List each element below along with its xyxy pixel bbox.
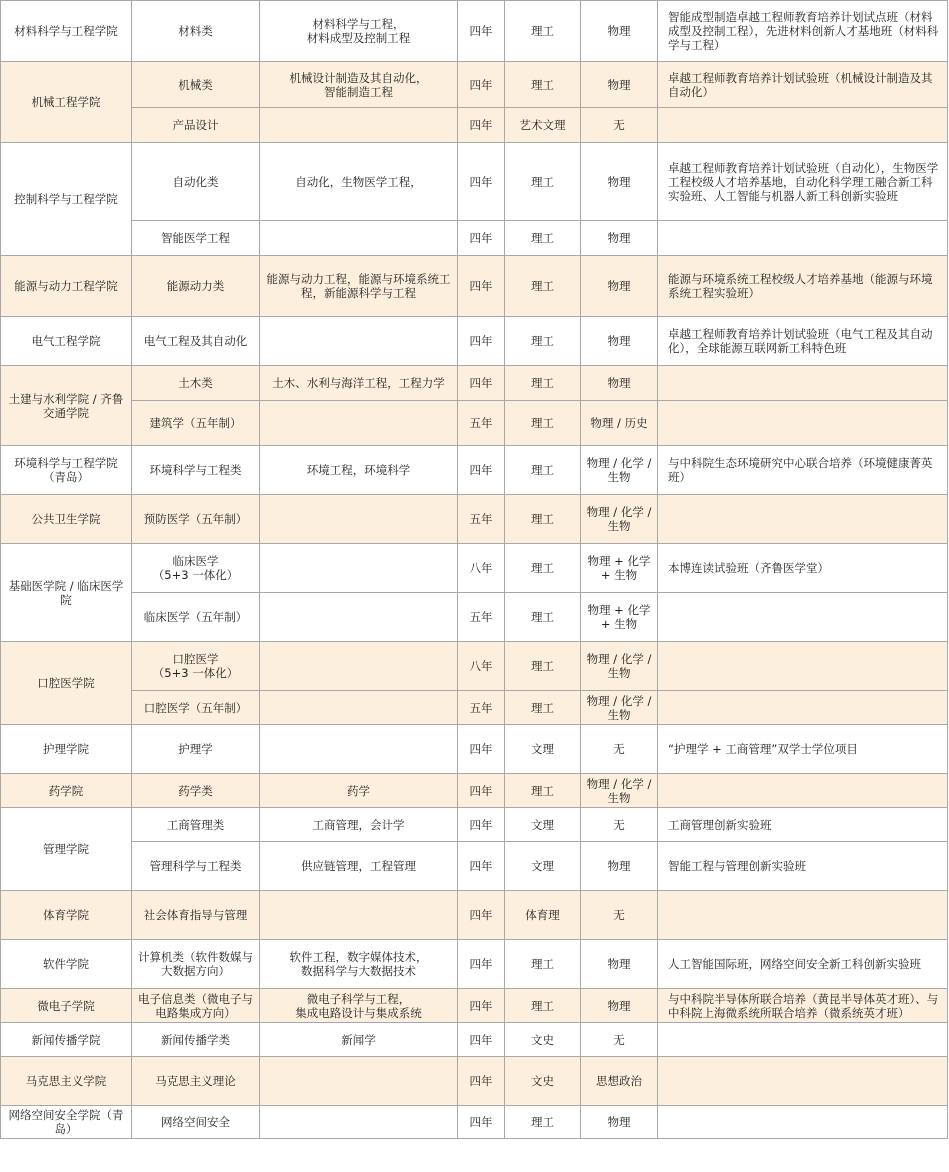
years-cell: 四年 xyxy=(458,808,505,842)
table-row xyxy=(1,593,948,642)
category-cell: 马克思主义理论 xyxy=(132,1057,260,1106)
majors-cell: 自动化，生物医学工程， xyxy=(260,143,458,221)
note-cell: 与中科院半导体所联合培养（黄昆半导体英才班）、与中科院上海微系统所联合培养（微系统英才班） xyxy=(658,989,948,1023)
type-cell: 理工 xyxy=(505,691,581,725)
majors-cell: 供应链管理，工程管理 xyxy=(260,842,458,891)
table-row xyxy=(1,725,948,774)
type-cell: 理工 xyxy=(505,774,581,808)
subject-cell: 物理 xyxy=(581,317,658,366)
type-cell: 理工 xyxy=(505,221,581,256)
note-cell: 卓越工程师教育培养计划试验班（自动化），生物医学工程校级人才培养基地，自动化科学理工融合新工科实验班、人工智能与机器人新工科创新实验班 xyxy=(658,143,948,221)
category-cell: 新闻传播学类 xyxy=(132,1023,260,1057)
table-row xyxy=(1,691,948,725)
majors-cell: 机械设计制造及其自动化， 智能制造工程 xyxy=(260,62,458,108)
subject-cell: 物理 / 化学 / 生物 xyxy=(581,495,658,544)
majors-cell xyxy=(260,495,458,544)
type-cell: 理工 xyxy=(505,143,581,221)
majors-cell: 工商管理，会计学 xyxy=(260,808,458,842)
subject-cell: 物理 / 化学 / 生物 xyxy=(581,691,658,725)
years-cell: 五年 xyxy=(458,401,505,446)
table-row xyxy=(1,1023,948,1057)
table-row xyxy=(1,143,948,221)
majors-cell: 新闻学 xyxy=(260,1023,458,1057)
college-cell: 体育学院 xyxy=(1,891,132,940)
majors-cell xyxy=(260,1106,458,1139)
years-cell: 四年 xyxy=(458,989,505,1023)
type-cell: 文理 xyxy=(505,842,581,891)
note-cell xyxy=(658,495,948,544)
note-cell xyxy=(658,108,948,143)
table-body xyxy=(1,1,948,1139)
college-cell: 土建与水利学院 / 齐鲁交通学院 xyxy=(1,366,132,446)
subject-cell: 无 xyxy=(581,891,658,940)
years-cell: 八年 xyxy=(458,642,505,691)
note-cell: 智能成型制造卓越工程师教育培养计划试点班（材料成型及控制工程），先进材料创新人才基地班（材料科学与工程） xyxy=(658,1,948,62)
years-cell: 四年 xyxy=(458,1023,505,1057)
years-cell: 五年 xyxy=(458,593,505,642)
college-cell: 电气工程学院 xyxy=(1,317,132,366)
type-cell: 理工 xyxy=(505,366,581,401)
years-cell: 八年 xyxy=(458,544,505,593)
note-cell: 本博连读试验班（齐鲁医学堂） xyxy=(658,544,948,593)
type-cell: 理工 xyxy=(505,401,581,446)
subject-cell: 无 xyxy=(581,808,658,842)
category-cell: 土木类 xyxy=(132,366,260,401)
college-cell: 基础医学院 / 临床医学院 xyxy=(1,544,132,642)
majors-cell xyxy=(260,642,458,691)
table-row xyxy=(1,317,948,366)
years-cell: 四年 xyxy=(458,1106,505,1139)
subject-cell: 物理 / 化学 / 生物 xyxy=(581,446,658,495)
category-cell: 建筑学（五年制） xyxy=(132,401,260,446)
table-row xyxy=(1,940,948,989)
category-cell: 智能医学工程 xyxy=(132,221,260,256)
category-cell: 电气工程及其自动化 xyxy=(132,317,260,366)
subject-cell: 物理 xyxy=(581,366,658,401)
majors-cell xyxy=(260,593,458,642)
category-cell: 临床医学（五年制） xyxy=(132,593,260,642)
years-cell: 四年 xyxy=(458,256,505,317)
subject-cell: 物理 xyxy=(581,989,658,1023)
note-cell xyxy=(658,221,948,256)
majors-cell xyxy=(260,221,458,256)
college-cell: 新闻传播学院 xyxy=(1,1023,132,1057)
note-cell: 与中科院生态环境研究中心联合培养（环境健康菁英班） xyxy=(658,446,948,495)
majors-cell: 微电子科学与工程， 集成电路设计与集成系统 xyxy=(260,989,458,1023)
note-cell xyxy=(658,1106,948,1139)
years-cell: 四年 xyxy=(458,446,505,495)
years-cell: 四年 xyxy=(458,317,505,366)
subject-cell: 无 xyxy=(581,1023,658,1057)
subject-cell: 物理 xyxy=(581,221,658,256)
type-cell: 理工 xyxy=(505,317,581,366)
college-cell: 管理学院 xyxy=(1,808,132,891)
note-cell: 卓越工程师教育培养计划试验班（机械设计制造及其自动化） xyxy=(658,62,948,108)
table-row xyxy=(1,401,948,446)
majors-cell xyxy=(260,317,458,366)
note-cell: 能源与环境系统工程校级人才培养基地（能源与环境系统工程实验班） xyxy=(658,256,948,317)
majors-cell: 能源与动力工程，能源与环境系统工程，新能源科学与工程 xyxy=(260,256,458,317)
type-cell: 理工 xyxy=(505,495,581,544)
table-row xyxy=(1,495,948,544)
subject-cell: 物理 xyxy=(581,1,658,62)
subject-cell: 物理 xyxy=(581,940,658,989)
table-row xyxy=(1,366,948,401)
category-cell: 计算机类（软件数媒与大数据方向） xyxy=(132,940,260,989)
subject-cell: 无 xyxy=(581,725,658,774)
note-cell: 人工智能国际班，网络空间安全新工科创新实验班 xyxy=(658,940,948,989)
majors-cell xyxy=(260,891,458,940)
majors-cell xyxy=(260,401,458,446)
category-cell: 环境科学与工程类 xyxy=(132,446,260,495)
type-cell: 文理 xyxy=(505,808,581,842)
category-cell: 电子信息类（微电子与电路集成方向） xyxy=(132,989,260,1023)
college-cell: 口腔医学院 xyxy=(1,642,132,725)
college-cell: 护理学院 xyxy=(1,725,132,774)
type-cell: 理工 xyxy=(505,940,581,989)
category-cell: 临床医学 （5+3 一体化） xyxy=(132,544,260,593)
years-cell: 四年 xyxy=(458,940,505,989)
type-cell: 理工 xyxy=(505,989,581,1023)
table-row xyxy=(1,62,948,108)
type-cell: 文理 xyxy=(505,725,581,774)
category-cell: 预防医学（五年制） xyxy=(132,495,260,544)
majors-cell: 材料科学与工程， 材料成型及控制工程 xyxy=(260,1,458,62)
category-cell: 自动化类 xyxy=(132,143,260,221)
years-cell: 四年 xyxy=(458,725,505,774)
category-cell: 管理科学与工程类 xyxy=(132,842,260,891)
note-cell xyxy=(658,774,948,808)
years-cell: 四年 xyxy=(458,143,505,221)
years-cell: 四年 xyxy=(458,62,505,108)
years-cell: 四年 xyxy=(458,1,505,62)
years-cell: 四年 xyxy=(458,774,505,808)
subject-cell: 物理 + 化学 + 生物 xyxy=(581,544,658,593)
note-cell xyxy=(658,401,948,446)
subject-cell: 物理 + 化学 + 生物 xyxy=(581,593,658,642)
majors-cell: 药学 xyxy=(260,774,458,808)
category-cell: 口腔医学（五年制） xyxy=(132,691,260,725)
table-row xyxy=(1,891,948,940)
subject-cell: 物理 / 化学 / 生物 xyxy=(581,774,658,808)
majors-cell: 土木、水利与海洋工程，工程力学 xyxy=(260,366,458,401)
category-cell: 机械类 xyxy=(132,62,260,108)
table-row xyxy=(1,256,948,317)
type-cell: 理工 xyxy=(505,544,581,593)
type-cell: 理工 xyxy=(505,256,581,317)
note-cell xyxy=(658,1023,948,1057)
college-cell: 能源与动力工程学院 xyxy=(1,256,132,317)
type-cell: 理工 xyxy=(505,1,581,62)
majors-cell: 软件工程，数字媒体技术， 数据科学与大数据技术 xyxy=(260,940,458,989)
years-cell: 五年 xyxy=(458,691,505,725)
type-cell: 文史 xyxy=(505,1023,581,1057)
note-cell xyxy=(658,366,948,401)
table-row xyxy=(1,989,948,1023)
college-cell: 网络空间安全学院（青岛） xyxy=(1,1106,132,1139)
years-cell: 四年 xyxy=(458,842,505,891)
note-cell xyxy=(658,593,948,642)
college-cell: 公共卫生学院 xyxy=(1,495,132,544)
category-cell: 工商管理类 xyxy=(132,808,260,842)
category-cell: 药学类 xyxy=(132,774,260,808)
table-row xyxy=(1,642,948,691)
years-cell: 四年 xyxy=(458,1057,505,1106)
college-cell: 环境科学与工程学院（青岛） xyxy=(1,446,132,495)
type-cell: 理工 xyxy=(505,446,581,495)
table-row xyxy=(1,808,948,842)
type-cell: 艺术文理 xyxy=(505,108,581,143)
college-cell: 机械工程学院 xyxy=(1,62,132,143)
category-cell: 产品设计 xyxy=(132,108,260,143)
category-cell: 护理学 xyxy=(132,725,260,774)
table-row xyxy=(1,1,948,62)
subject-cell: 物理 xyxy=(581,62,658,108)
years-cell: 四年 xyxy=(458,108,505,143)
table-row xyxy=(1,1057,948,1106)
majors-cell xyxy=(260,108,458,143)
type-cell: 理工 xyxy=(505,62,581,108)
college-cell: 马克思主义学院 xyxy=(1,1057,132,1106)
type-cell: 理工 xyxy=(505,642,581,691)
category-cell: 能源动力类 xyxy=(132,256,260,317)
note-cell: 工商管理创新实验班 xyxy=(658,808,948,842)
years-cell: 四年 xyxy=(458,221,505,256)
table-row xyxy=(1,446,948,495)
category-cell: 社会体育指导与管理 xyxy=(132,891,260,940)
college-cell: 材料科学与工程学院 xyxy=(1,1,132,62)
table-row xyxy=(1,544,948,593)
note-cell: 卓越工程师教育培养计划试验班（电气工程及其自动化），全球能源互联网新工科特色班 xyxy=(658,317,948,366)
years-cell: 四年 xyxy=(458,891,505,940)
table-row xyxy=(1,842,948,891)
subject-cell: 物理 / 化学 / 生物 xyxy=(581,642,658,691)
note-cell: 智能工程与管理创新实验班 xyxy=(658,842,948,891)
years-cell: 五年 xyxy=(458,495,505,544)
majors-cell xyxy=(260,725,458,774)
category-cell: 口腔医学 （5+3 一体化） xyxy=(132,642,260,691)
subject-cell: 物理 xyxy=(581,1106,658,1139)
table-row xyxy=(1,221,948,256)
majors-cell xyxy=(260,691,458,725)
subject-cell: 物理 xyxy=(581,842,658,891)
years-cell: 四年 xyxy=(458,366,505,401)
category-cell: 网络空间安全 xyxy=(132,1106,260,1139)
subject-cell: 物理 xyxy=(581,143,658,221)
table-row xyxy=(1,774,948,808)
table-row xyxy=(1,1106,948,1139)
subject-cell: 思想政治 xyxy=(581,1057,658,1106)
note-cell xyxy=(658,1057,948,1106)
note-cell: “护理学 + 工商管理”双学士学位项目 xyxy=(658,725,948,774)
category-cell: 材料类 xyxy=(132,1,260,62)
subject-cell: 物理 / 历史 xyxy=(581,401,658,446)
type-cell: 文史 xyxy=(505,1057,581,1106)
subject-cell: 无 xyxy=(581,108,658,143)
table-row xyxy=(1,108,948,143)
college-cell: 微电子学院 xyxy=(1,989,132,1023)
college-cell: 软件学院 xyxy=(1,940,132,989)
majors-cell: 环境工程，环境科学 xyxy=(260,446,458,495)
note-cell xyxy=(658,891,948,940)
majors-cell xyxy=(260,1057,458,1106)
college-cell: 控制科学与工程学院 xyxy=(1,143,132,256)
type-cell: 理工 xyxy=(505,1106,581,1139)
college-cell: 药学院 xyxy=(1,774,132,808)
note-cell xyxy=(658,691,948,725)
majors-cell xyxy=(260,544,458,593)
note-cell xyxy=(658,642,948,691)
type-cell: 体育理 xyxy=(505,891,581,940)
subject-cell: 物理 xyxy=(581,256,658,317)
type-cell: 理工 xyxy=(505,593,581,642)
